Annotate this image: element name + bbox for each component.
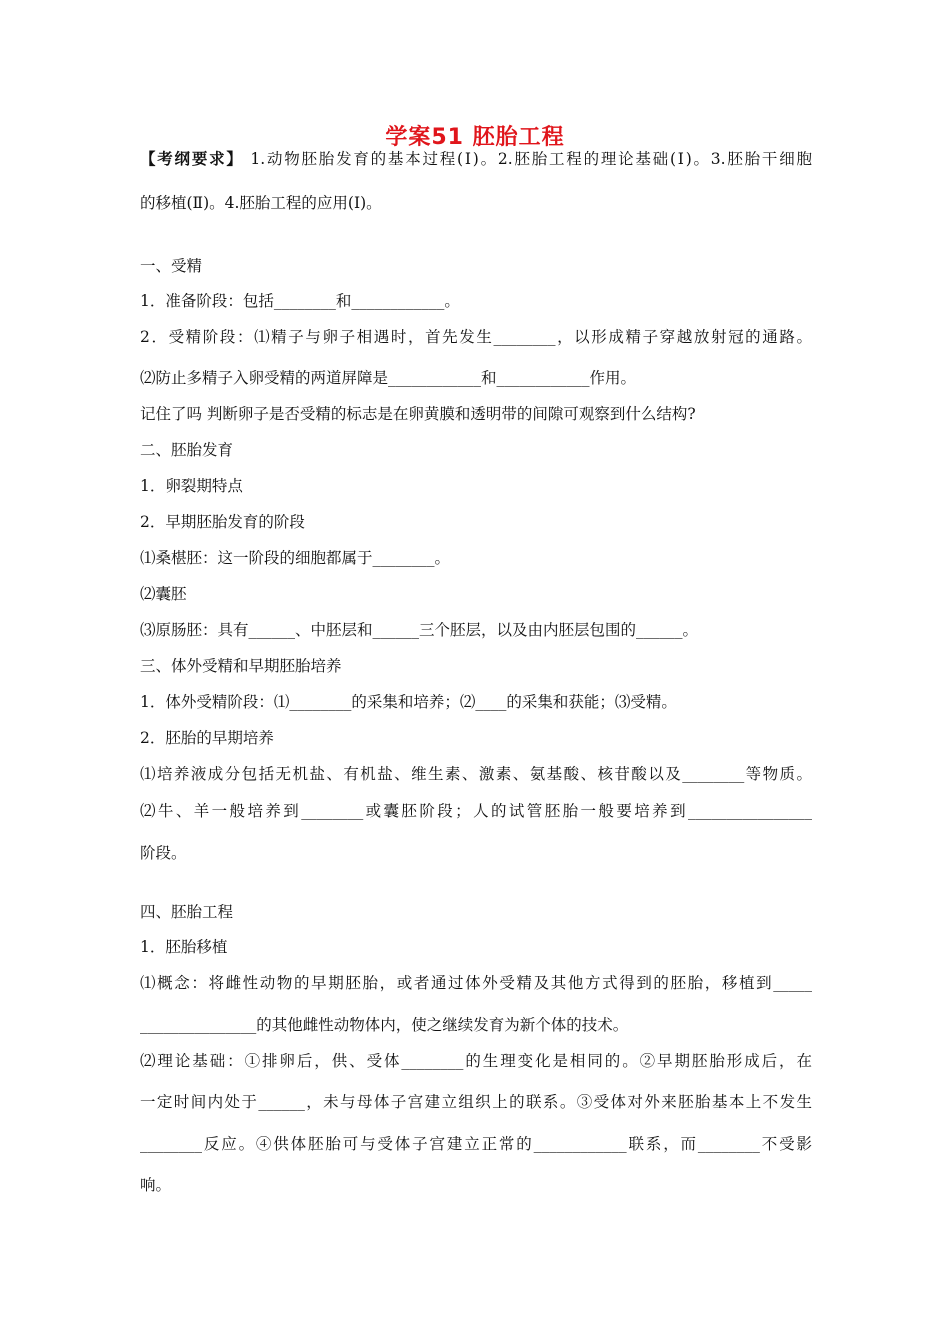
syllabus-requirements-cont: 的移植(Ⅱ)。4.胚胎工程的应用(Ⅰ)。 [140,194,382,212]
text-line: ⑴概念：将雌性动物的早期胚胎，或者通过体外受精及其他方式得到的胚胎，移植到_____ [140,974,812,992]
text-line: ⑵理论基础：①排卵后，供、受体________的生理变化是相同的。②早期胚胎形成后，在 [140,1052,812,1070]
remember-question: 记住了吗 判断卵子是否受精的标志是在卵黄膜和透明带的间隙可观察到什么结构? [140,405,696,423]
syllabus-label: 【考纲要求】 [140,149,244,168]
text-line: ⑴桑椹胚：这一阶段的细胞都属于________。 [140,549,451,567]
text-line: ⑵防止多精子入卵受精的两道屏障是____________和____________作用。 [140,369,637,387]
text-line: 一定时间内处于______，未与母体子宫建立组织上的联系。③受体对外来胚胎基本上不发生 [140,1093,812,1111]
text-line: 2．胚胎的早期培养 [140,729,274,747]
text-line: 1．准备阶段：包括________和____________。 [140,292,460,310]
text-line: _______________的其他雌性动物体内，使之继续发育为新个体的技术。 [140,1016,629,1034]
text-line: ________反应。④供体胚胎可与受体子宫建立正常的____________联系，而________不受影 [140,1135,812,1153]
text-line: 1．胚胎移植 [140,938,228,956]
section-heading-fertilization: 一、受精 [140,257,203,275]
text-line: ⑶原肠胚：具有______、中胚层和______三个胚层，以及由内胚层包围的______。 [140,621,699,639]
section-heading-embryo-engineering: 四、胚胎工程 [140,903,234,921]
text-line: 2．受精阶段：⑴精子与卵子相遇时，首先发生________，以形成精子穿越放射冠的通路。 [140,328,812,346]
section-heading-ivf: 三、体外受精和早期胚胎培养 [140,657,342,675]
text-line: 1．体外受精阶段：⑴________的采集和培养；⑵____的采集和获能；⑶受精。 [140,693,677,711]
page-title: 学案51 胚胎工程 [385,125,565,150]
syllabus-requirements [140,149,812,169]
text-line: ⑴培养液成分包括无机盐、有机盐、维生素、激素、氨基酸、核苷酸以及________等物质。 [140,765,812,783]
text-line: 响。 [140,1176,172,1194]
text-line: ⑵囊胚 [140,585,187,603]
text-line: 1．卵裂期特点 [140,477,243,495]
section-heading-embryo-development: 二、胚胎发育 [140,441,234,459]
text-line: 阶段。 [140,844,187,862]
text-line: 2．早期胚胎发育的阶段 [140,513,305,531]
syllabus-text: 1.动物胚胎发育的基本过程(Ⅰ)。2.胚胎工程的理论基础(Ⅰ)。3.胚胎干细胞 [243,150,812,168]
text-line: ⑵牛、羊一般培养到________或囊胚阶段；人的试管胚胎一般要培养到________________ [140,802,812,820]
